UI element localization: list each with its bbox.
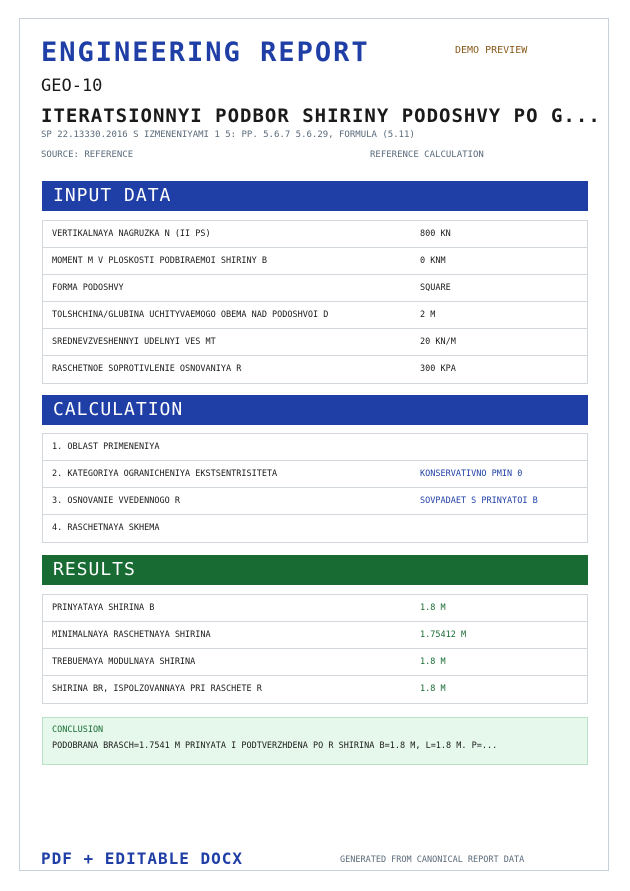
row-label: MOMENT M V PLOSKOSTI PODBIRAEMOI SHIRINY B: [52, 256, 267, 266]
footer-format-label: PDF + EDITABLE DOCX: [41, 849, 244, 868]
row-label: MINIMALNAYA RASCHETNAYA SHIRINA: [52, 630, 211, 640]
row-label: SREDNEVZVESHENNYI UDELNYI VES MT: [52, 337, 216, 347]
input-data-table: [42, 220, 588, 384]
table-row: [43, 356, 587, 383]
source-label: SOURCE: REFERENCE: [41, 150, 134, 160]
row-value: 1.8 M: [420, 657, 446, 667]
table-row: [43, 248, 587, 275]
results-heading: RESULTS: [42, 555, 588, 585]
row-label: RASCHETNOE SOPROTIVLENIE OSNOVANIYA R: [52, 364, 242, 374]
table-row: [43, 595, 587, 622]
table-row: [43, 676, 587, 703]
row-label: SHIRINA BR, ISPOLZOVANNAYA PRI RASCHETE R: [52, 684, 262, 694]
row-value: SOVPADAET S PRINYATOI B: [420, 496, 538, 506]
row-value: 300 KPA: [420, 364, 456, 374]
document-id: GEO-10: [41, 76, 103, 96]
results-table: [42, 594, 588, 704]
row-value: KONSERVATIVNO PMIN 0: [420, 469, 523, 479]
table-row: [43, 221, 587, 248]
document-title: ITERATSIONNYI PODBOR SHIRINY PODOSHVY PO G...: [41, 105, 601, 127]
table-row: [43, 515, 587, 542]
row-label: 2. KATEGORIYA OGRANICHENIYA EKSTSENTRISITETA: [52, 469, 278, 479]
input-data-heading: INPUT DATA: [42, 181, 588, 211]
report-title: ENGINEERING REPORT: [41, 37, 370, 68]
table-row: [43, 275, 587, 302]
row-value: 1.8 M: [420, 603, 446, 613]
calculation-table: [42, 433, 588, 543]
row-value: 20 KN/M: [420, 337, 456, 347]
table-row: [43, 461, 587, 488]
row-label: 4. RASCHETNAYA SKHEMA: [52, 523, 160, 533]
row-label: 3. OSNOVANIE VVEDENNOGO R: [52, 496, 180, 506]
conclusion-box: [42, 717, 588, 765]
table-row: [43, 488, 587, 515]
row-label: PRINYATAYA SHIRINA B: [52, 603, 155, 613]
table-row: [43, 434, 587, 461]
table-row: [43, 649, 587, 676]
report-page: [19, 18, 609, 871]
row-value: SQUARE: [420, 283, 451, 293]
table-row: [43, 302, 587, 329]
conclusion-heading: CONCLUSION: [52, 725, 104, 735]
row-value: 1.75412 M: [420, 630, 467, 640]
table-row: [43, 329, 587, 356]
row-value: 1.8 M: [420, 684, 446, 694]
row-value: 800 KN: [420, 229, 451, 239]
normative-basis: SP 22.13330.2016 S IZMENENIYAMI 1 5: PP. 5.6.7 5.6.29, FORMULA (5.11): [41, 130, 415, 140]
footer-generated-label: GENERATED FROM CANONICAL REPORT DATA: [340, 855, 525, 865]
row-value: 0 KNM: [420, 256, 446, 266]
row-label: FORMA PODOSHVY: [52, 283, 124, 293]
row-label: 1. OBLAST PRIMENENIYA: [52, 442, 160, 452]
calculation-heading: CALCULATION: [42, 395, 588, 425]
demo-badge: DEMO PREVIEW: [455, 45, 528, 56]
row-label: TOLSHCHINA/GLUBINA UCHITYVAEMOGO OBEMA NAD PODOSHVOI D: [52, 310, 329, 320]
row-label: TREBUEMAYA MODULNAYA SHIRINA: [52, 657, 196, 667]
table-row: [43, 622, 587, 649]
conclusion-text: PODOBRANA BRASCH=1.7541 M PRINYATA I PODTVERZHDENA PO R SHIRINA B=1.8 M, L=1.8 M. P=...: [52, 741, 498, 751]
row-label: VERTIKALNAYA NAGRUZKA N (II PS): [52, 229, 211, 239]
row-value: 2 M: [420, 310, 436, 320]
reference-calculation-label: REFERENCE CALCULATION: [370, 150, 484, 160]
